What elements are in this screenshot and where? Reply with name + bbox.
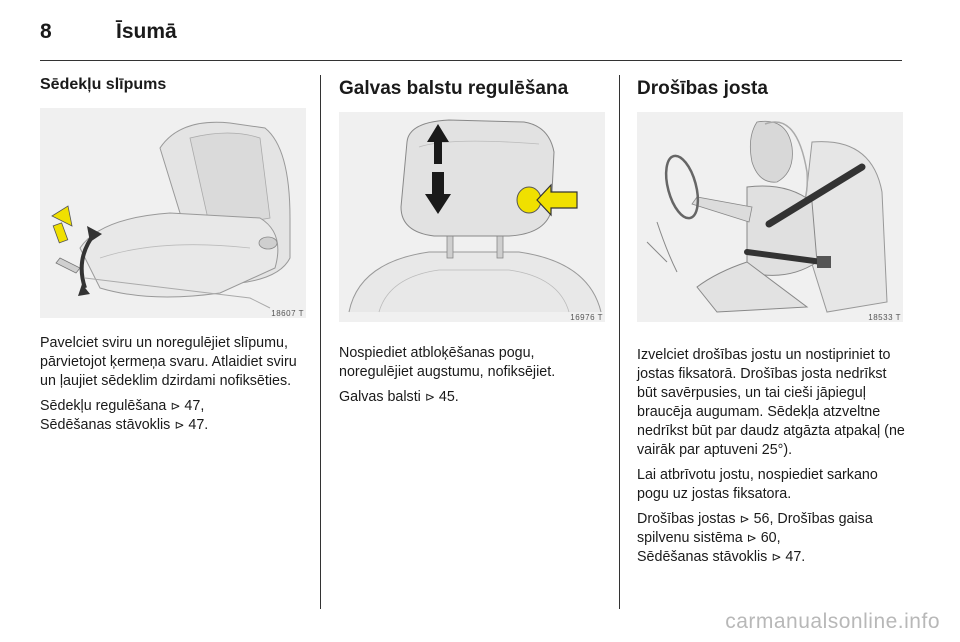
column-divider [619, 75, 620, 609]
section-heading: Drošības josta [637, 78, 768, 99]
paragraph: Pavelciet sviru un noregulējiet slīpumu, pārvietojot ķermeņa svaru. Atlaidiet sviru un ļaujiet sēdeklim dzirdami nofiksēties. [40, 335, 297, 389]
page-header [40, 18, 902, 61]
section-text [40, 334, 308, 435]
reference-line [339, 388, 607, 407]
reference-text: Drošības jostas [637, 511, 736, 527]
section-seat-tilt [40, 70, 308, 441]
reference-text: Sēdekļu regulēšana [40, 398, 167, 414]
watermark: carmanualsonline.info [725, 610, 940, 633]
reference-line [40, 397, 308, 435]
page-reference-icon: ⊳ [771, 550, 782, 564]
reference-page: 45. [438, 389, 459, 405]
figure-code: 16976 T [570, 313, 603, 322]
page-reference-icon: ⊳ [174, 418, 185, 432]
reference-page: 47. [188, 417, 209, 433]
page-reference-icon: ⊳ [424, 390, 435, 404]
figure-code: 18607 T [271, 309, 304, 318]
reference-text: Drošības gaisa spilvenu sistēma [637, 511, 873, 546]
reference-text: Sēdēšanas stāvoklis [637, 549, 768, 565]
page-reference-icon: ⊳ [739, 512, 750, 526]
paragraph: Izvelciet drošības jostu un nostipriniet to jostas fiksatorā. Drošības josta nedrīkst būt savērpusies, un tai cieši jāpieguļ braucēja augumam. Sēdekļa atzveltne nedrīkst būt par daudz atgāzta atpakaļ (ne vairāk par aptuveni 25°). [637, 347, 905, 458]
reference-text: Sēdēšanas stāvoklis [40, 417, 171, 433]
section-heading: Sēdekļu slīpums [40, 76, 167, 93]
seat-illustration [40, 108, 306, 318]
page-reference-icon: ⊳ [746, 531, 757, 545]
column-divider [320, 75, 321, 609]
seatbelt-illustration-svg [637, 112, 903, 322]
paragraph: Lai atbrīvotu jostu, nospiediet sarkano pogu uz jostas fiksatora. [637, 467, 878, 502]
figure-code: 18533 T [868, 313, 901, 322]
reference-text: Galvas balsti [339, 389, 421, 405]
reference-page: 47, [184, 398, 205, 414]
seat-illustration-svg [40, 108, 306, 318]
paragraph: Nospiediet atbloķēšanas pogu, noregulējiet augstumu, nofiksējiet. [339, 345, 556, 380]
reference-page: 47. [785, 549, 806, 565]
seatbelt-illustration [637, 112, 903, 322]
section-headrest [339, 70, 607, 413]
page-title: Īsumā [116, 20, 177, 43]
page-reference-icon: ⊳ [170, 399, 181, 413]
headrest-illustration-svg [339, 112, 605, 322]
section-seatbelt [637, 70, 905, 573]
reference-page: 56, [753, 511, 774, 527]
reference-page: 60, [760, 530, 781, 546]
reference-line [637, 510, 905, 567]
section-text [637, 346, 905, 567]
section-text [339, 344, 607, 407]
headrest-illustration [339, 112, 605, 322]
page-number: 8 [40, 20, 52, 43]
section-heading: Galvas balstu regulēšana [339, 78, 569, 99]
